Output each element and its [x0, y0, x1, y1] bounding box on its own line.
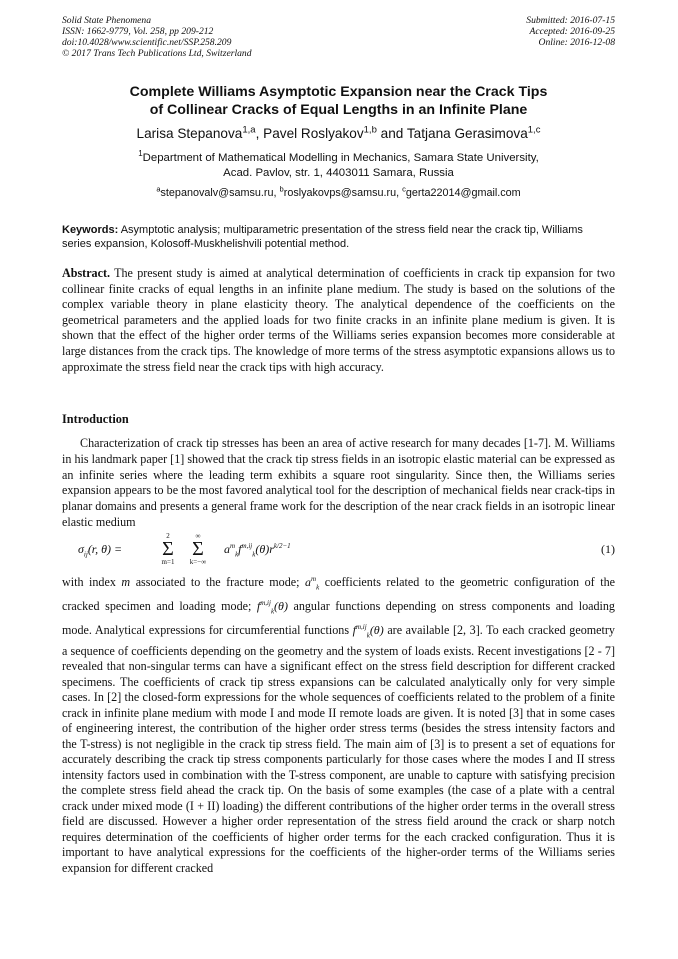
abstract-label: Abstract.	[62, 266, 111, 280]
summation-k	[188, 532, 208, 566]
journal-name: Solid State Phenomena	[62, 15, 151, 26]
text-run: with index	[62, 575, 116, 589]
func-superscript: m,ij	[241, 542, 253, 550]
text-run: coefficients related to the geometric configuration of the cracked specimen and loading mode;	[62, 575, 615, 613]
title-line-1: Complete Williams Asymptotic Expansion near the Crack Tips	[129, 84, 548, 100]
sum-lower-limit: m=1	[161, 558, 175, 566]
sum-upper-limit: 2	[166, 532, 170, 540]
affiliation-line-1: Department of Mathematical Modelling in Mechanics, Samara State University,	[142, 152, 539, 164]
func-argument: (θ)	[369, 622, 384, 637]
keywords	[62, 223, 615, 251]
sum-upper-limit: ∞	[195, 532, 201, 540]
inline-coefficient	[305, 575, 320, 592]
abstract-text: The present study is aimed at analytical determination of coefficients in crack tip expansion for two collinear finite cracks of equal lengths in an infinite plane medium. The study is based on the solutions of the complex variable theory in plane elasticity theory. The analytical dependence of the coefficients on the geometrical parameters and the applied loads for two finite cracks in an infinite plane medium is given. It is shown that the effect of the higher order terms of the Williams series expansion becomes more considerable at large distances from the crack tips. The knowledge of more terms of the stress asymptotic expansions allows us to approximate the stress field near the crack tips with high accuracy.	[62, 266, 615, 374]
section-heading-introduction: Introduction	[62, 412, 129, 426]
publication-dates	[526, 15, 615, 48]
email-sup: b	[279, 184, 284, 194]
text-run: angular functions depending on stress components and loading mode. Analytical expressions for circumferential functions	[62, 598, 615, 637]
paper-title	[62, 83, 615, 119]
sum-lower-limit: k=−∞	[189, 558, 207, 566]
keywords-label: Keywords:	[62, 224, 119, 236]
equation-args: (r, θ) =	[87, 542, 123, 556]
func-superscript: m,ij	[260, 598, 271, 607]
author-name: Pavel Roslyakov	[263, 126, 364, 141]
email-link[interactable]: roslyakovps@samsu.ru,	[283, 187, 400, 199]
accepted-date: Accepted: 2016-09-25	[529, 26, 615, 37]
introduction-paragraph: Characterization of crack tip stresses has been an area of active research for many decades [1-7]. M. Williams in his landmark paper [1] showed that the crack tip stress fields in an isotropic elastic material can be expressed as an infinite series where the leading term exhibits a square root singularity. Since then, the Williams series expansion appears to be the most favored analytical tool for the description of mechanical fields near crack-tips in planar domains and presents a general frame work for the description of the near crack fields in an isotropic linear elastic medium	[62, 436, 615, 529]
introduction-paragraph-continued	[62, 572, 615, 876]
copyright-line: © 2017 Trans Tech Publications Ltd, Switzerland	[62, 48, 252, 59]
func-symbol: f	[256, 598, 261, 613]
journal-info	[62, 15, 252, 59]
sigma-symbol: σ	[78, 542, 84, 556]
equation-rhs	[224, 542, 291, 558]
index-variable: m	[121, 575, 131, 589]
doi-line: doi:10.4028/www.scientific.net/SSP.258.209	[62, 37, 232, 48]
sum-symbol: Σ	[192, 538, 204, 560]
coef-superscript: m	[230, 542, 236, 550]
affiliation-sup: 1	[138, 149, 143, 159]
coef-superscript: m	[311, 575, 317, 583]
email-sup: a	[156, 184, 161, 194]
email-sup: c	[402, 184, 406, 194]
author-name: Tatjana Gerasimova	[406, 126, 528, 141]
coef-symbol: a	[305, 575, 312, 589]
sigma-subscript: ij	[83, 550, 88, 559]
abstract	[62, 266, 615, 375]
email-link[interactable]: stepanovalv@samsu.ru,	[160, 187, 277, 199]
title-line-2: of Collinear Cracks of Equal Lengths in an Infinite Plane	[149, 102, 528, 118]
func-symbol: f	[238, 542, 242, 556]
author-affil-sup: 1,a	[242, 124, 256, 136]
email-list	[62, 186, 615, 200]
equation-lhs	[78, 542, 122, 558]
affiliation-line-2: Acad. Pavlov, str. 1, 4403011 Samara, Russia	[223, 167, 454, 179]
coef-symbol: a	[224, 542, 230, 556]
text-run: are available [2, 3]. To each cracked geometry a sequence of coefficients depending on the geometry and the system of loads exists. Recent investigations [2 - 7] revealed that non-singular terms can have a significant effect on the stress field description for different cracked specimens. The coefficients of crack tip stress expansions can be calculated analytically only for very simple cases. In [2] the closed-form expressions for the whole sequences of coefficients related to the problem of a finite crack in infinite plane medium with mode I and mode II remote loads are given. It is noted [3] that in some cases of engineering interest, the contribution of the higher order stress terms (besides the stress intensity factors and the T-stress) is not negligible in the crack tip stress field. The main aim of [3] is to present a set of equations for accurately describing the crack tip stress components particularly for those cases where the modes I and II stress intensity factors used in combination with the T-stress component, are unable to capture with satisfying precision the complete stress field ahead the crack tip. On the basis of some examples (the case of a plate with a central crack under mixed mode (I + II) loading) the different contributions of the higher order terms in the overall stress field are discussed. However a higher order representation of the stress field around the crack or sharp notch requires determination of the coefficients of higher order terms for the each cracked configuration. Thus it is important to have analytical expressions for the coefficients of the higher-order terms of the Williams series expansion for different cracked	[62, 622, 615, 875]
author-name: Larisa Stepanova	[136, 126, 243, 141]
author-list: Larisa Stepanova$^{1,a}$, Pavel Roslyakov$^{1,b}$ and Tatjana Gerasimova$^{1,c}$	[136, 124, 541, 141]
equation-number: (1)	[601, 542, 615, 556]
coef-subscript: k	[316, 583, 320, 592]
inline-function	[352, 622, 384, 640]
r-exponent: k/2−1	[273, 542, 291, 550]
func-subscript: k	[366, 631, 370, 640]
submitted-date: Submitted: 2016-07-15	[526, 15, 615, 26]
inline-function	[256, 598, 288, 616]
author-affil-sup: 1,c	[527, 124, 541, 136]
email-link[interactable]: gerta22014@gmail.com	[405, 187, 521, 199]
author-affil-sup: 1,b	[363, 124, 377, 136]
func-subscript: k	[252, 550, 256, 559]
func-argument: (θ)	[274, 598, 288, 613]
keywords-text: Asymptotic analysis; multiparametric presentation of the stress field near the crack tip, Williams series expansion, Kolosoff-Muskhelishvili potential method.	[62, 224, 583, 250]
author-joiner: and	[380, 126, 404, 141]
func-argument: (θ)r	[255, 542, 274, 556]
issn-line: ISSN: 1662-9779, Vol. 258, pp 209-212	[62, 26, 214, 37]
func-symbol: f	[352, 622, 356, 637]
func-superscript: m,ij	[356, 622, 367, 631]
coef-subscript: k	[235, 550, 239, 559]
online-date: Online: 2016-12-08	[538, 37, 615, 48]
func-subscript: k	[270, 607, 275, 616]
summation-m	[158, 532, 178, 566]
affiliation	[62, 151, 615, 181]
sum-symbol: Σ	[162, 538, 174, 560]
text-run: associated to the fracture mode;	[135, 575, 300, 589]
equation-1	[78, 532, 615, 568]
